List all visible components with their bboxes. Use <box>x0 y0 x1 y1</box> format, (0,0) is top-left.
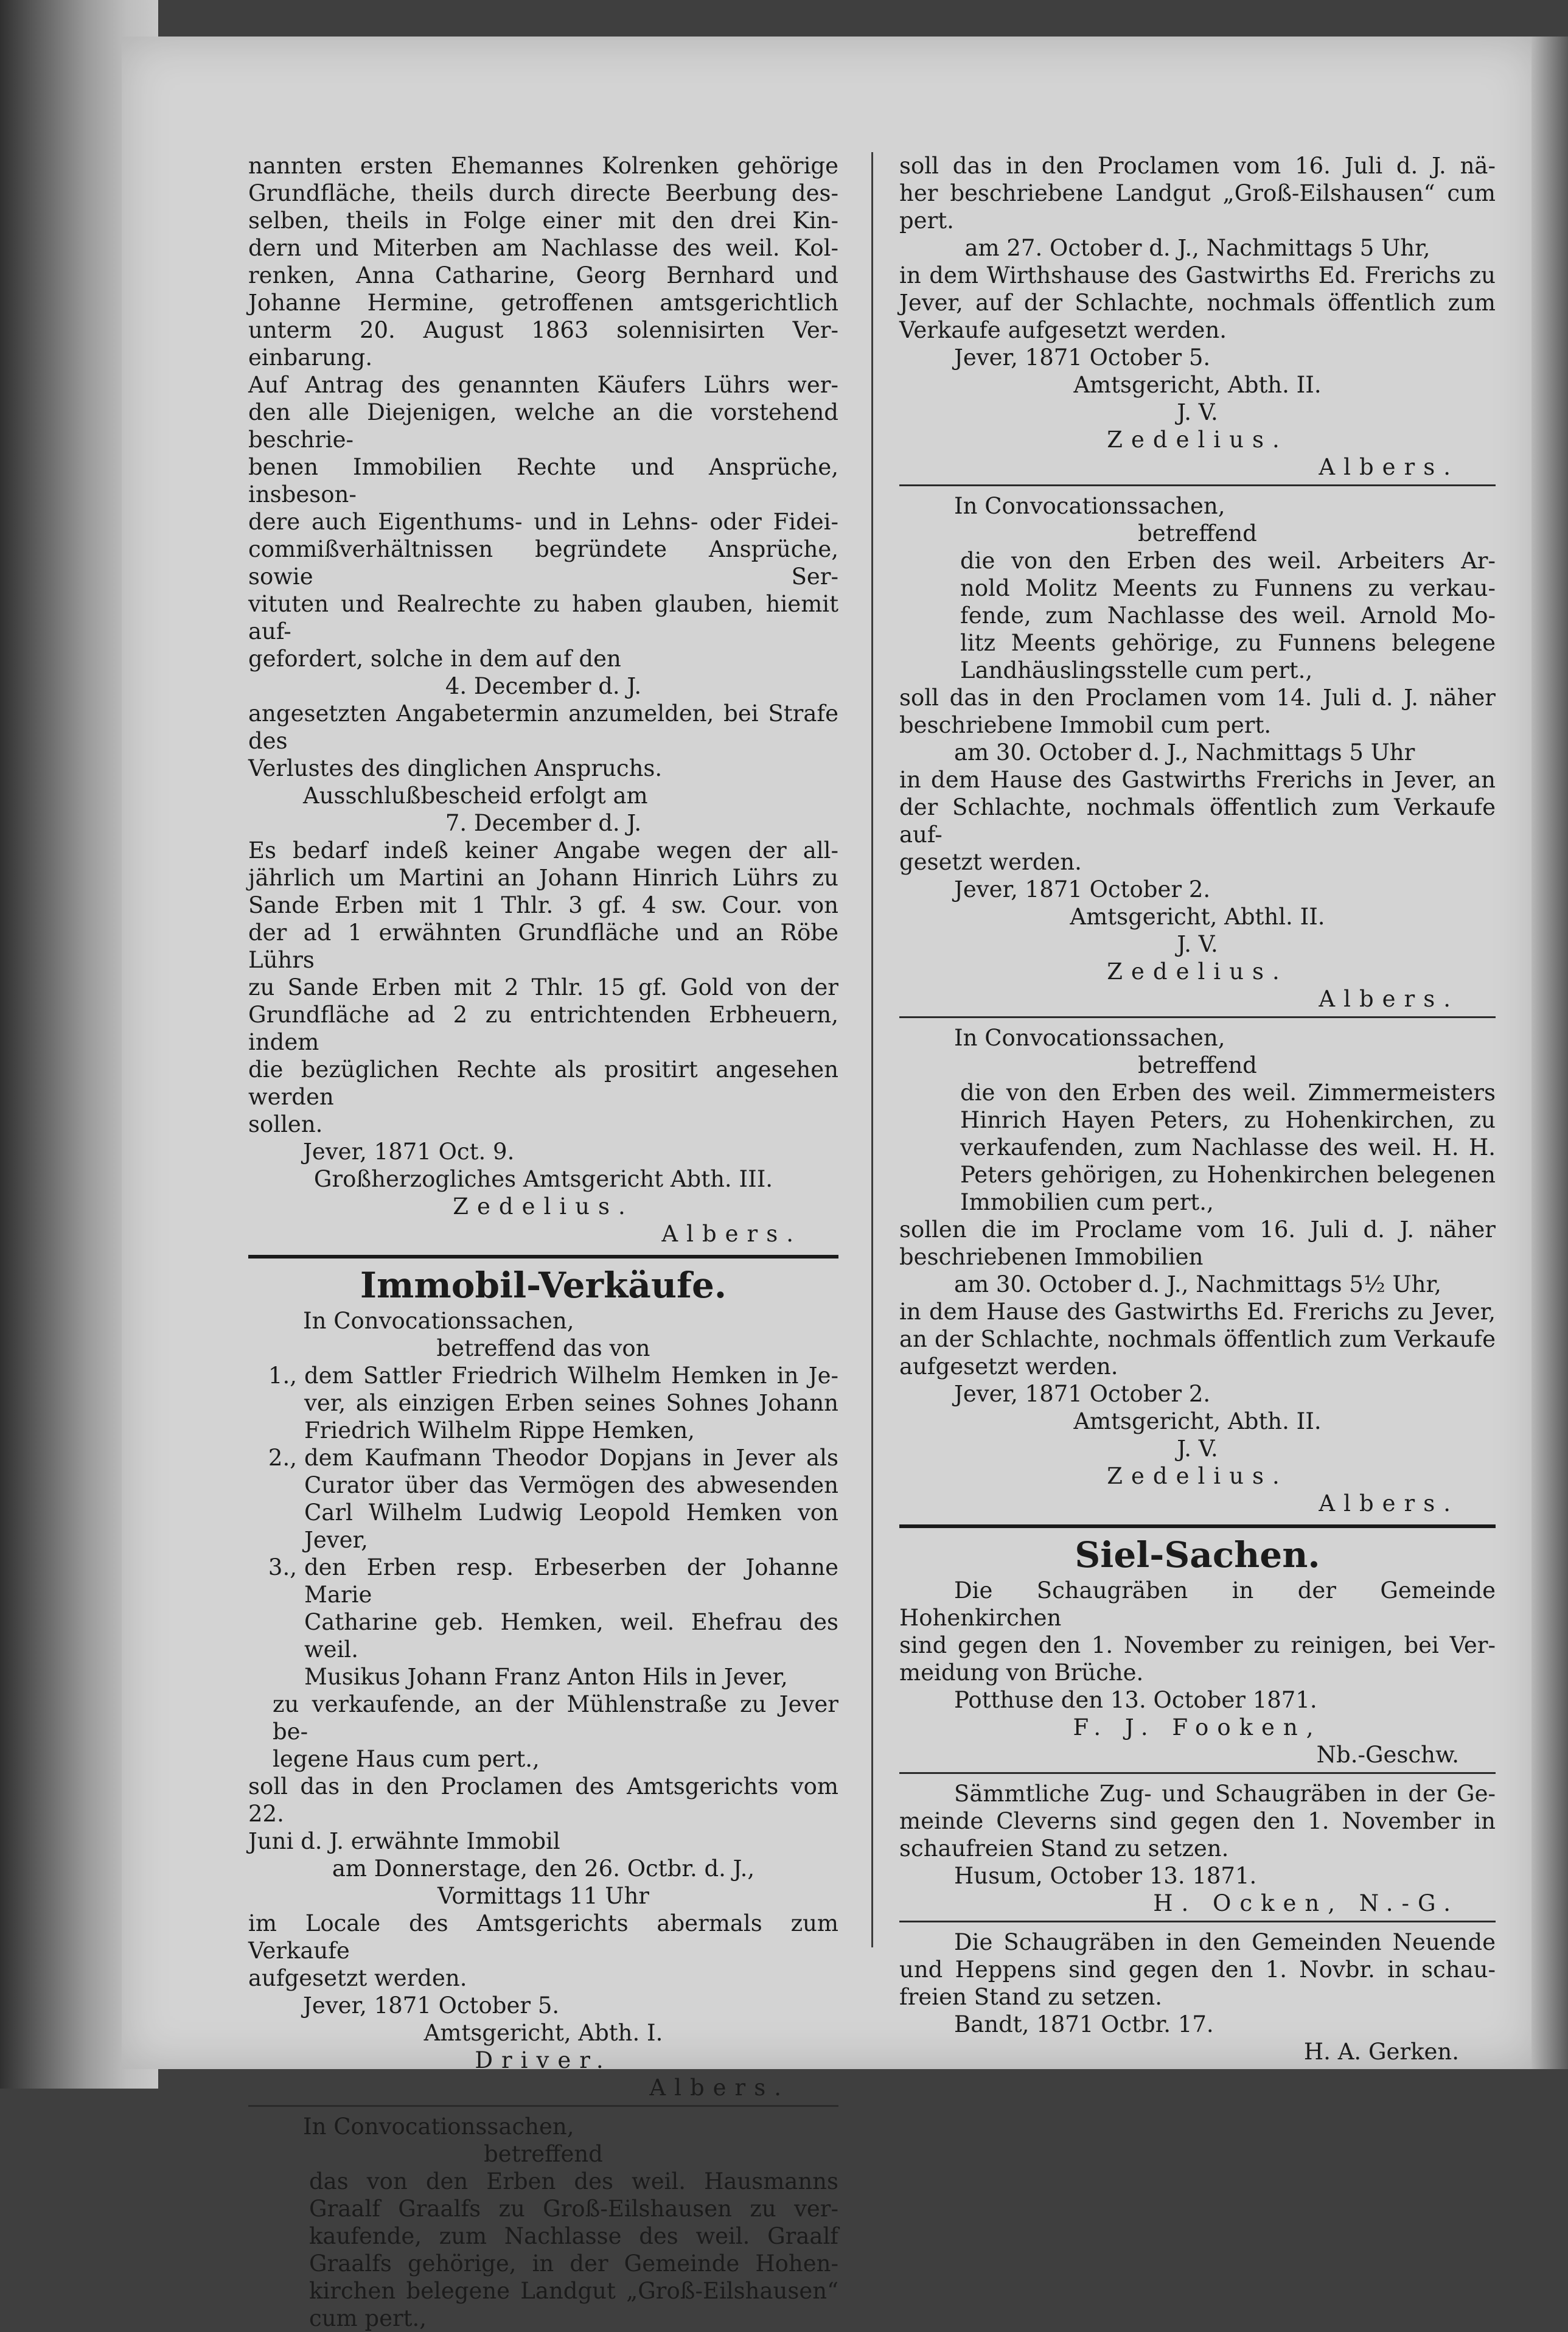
text-line: soll das in den Proclamen des Amtsgerichts vom 22. <box>248 1773 838 1827</box>
text-line: benen Immobilien Rechte und Ansprüche, insbeson- <box>248 454 838 508</box>
text-line: Landhäuslingsstelle cum pert., <box>960 657 1313 683</box>
text-line: zu verkaufende, an der Mühlenstraße zu Jever be- <box>273 1691 838 1745</box>
auction-time: Vormittags 11 Uhr <box>437 1883 649 1909</box>
text-line: beschriebenen Immobilien <box>899 1244 1204 1270</box>
text-line: betreffend das von <box>436 1335 650 1361</box>
notice-hohenkirchen <box>899 1577 1496 1768</box>
intro-paragraph <box>248 152 838 371</box>
text-line: dem Kaufmann Theodor Dopjans in Jever als <box>304 1445 838 1471</box>
place-date: Jever, 1871 October 5. <box>954 344 1211 371</box>
notice-graalfs <box>248 2113 838 2332</box>
place-date: Jever, 1871 Oct. 9. <box>303 1139 515 1165</box>
place-date: Potthuse den 13. October 1871. <box>954 1687 1317 1713</box>
text-line: Johanne Hermine, getroffenen amtsgerichtlich <box>248 290 838 316</box>
text-line: Friedrich Wilhelm Rippe Hemken, <box>304 1417 695 1444</box>
section-heading: Immobil-Verkäufe. <box>360 1265 727 1306</box>
column-divider <box>871 152 873 1947</box>
text-line: Die Schaugräben in der Gemeinde Hohenkirchen <box>899 1577 1496 1631</box>
signature: H. A. Gerken. <box>1303 2039 1459 2065</box>
text-line: her beschriebene Landgut „Groß-Eilshausen“ cum pert. <box>899 180 1496 234</box>
text-line: verkaufenden, zum Nachlasse des weil. H. H. <box>960 1134 1496 1161</box>
text-line: dem Sattler Friedrich Wilhelm Hemken in Je- <box>304 1363 838 1389</box>
antrag-paragraph <box>248 371 838 672</box>
text-line: beschriebene Immobil cum pert. <box>899 712 1272 738</box>
auction-date: am 27. October d. J., Nachmittags 5 Uhr, <box>964 235 1430 261</box>
text-line: betreffend <box>1138 1052 1257 1078</box>
text-line: die bezüglichen Rechte als prositirt angesehen werden <box>248 1056 838 1110</box>
book-gutter <box>1531 37 1568 2069</box>
place-date: Jever, 1871 October 5. <box>303 1992 560 2019</box>
text-line: Graalfs gehörige, in der Gemeinde Hohen- <box>309 2250 838 2277</box>
auction-date: am 30. October d. J., Nachmittags 5 Uhr <box>954 739 1415 766</box>
text-line: der Schlachte, nochmals öffentlich zum Verkaufe auf- <box>899 794 1496 848</box>
text-line: litz Meents gehörige, zu Funnens belegene <box>960 630 1496 656</box>
text-line: Curator über das Vermögen des abwesenden <box>304 1472 838 1498</box>
text-line: selben, theils in Folge einer mit den drei Kin- <box>248 208 838 234</box>
text-line: freien Stand zu setzen. <box>899 1984 1162 2010</box>
notice-rule <box>899 1921 1496 1922</box>
text-line: angesetzten Angabetermin anzumelden, bei Strafe des <box>248 700 838 754</box>
text-line: schaufreien Stand zu setzen. <box>899 1835 1229 1862</box>
text-line: cum pert., <box>309 2305 427 2331</box>
term-date: 4. December d. J. <box>445 673 642 699</box>
text-line: Juni d. J. erwähnte Immobil <box>248 1828 560 1854</box>
text-line: aufgesetzt werden. <box>899 1353 1118 1380</box>
court-name: Großherzogliches Amtsgericht Abth. III. <box>313 1166 773 1192</box>
text-line: gesetzt werden. <box>899 849 1082 875</box>
list-item <box>248 1554 838 1691</box>
item-number: 3., <box>268 1554 297 1580</box>
auction-date: am 30. October d. J., Nachmittags 5½ Uhr, <box>954 1271 1441 1297</box>
text-line: nannten ersten Ehemannes Kolrenken gehörige <box>248 153 838 179</box>
text-line: Catharine geb. Hemken, weil. Ehefrau des weil. <box>304 1609 838 1663</box>
text-line: commißverhältnissen begründete Ansprüche, sowie Ser- <box>248 536 838 590</box>
text-line: einbarung. <box>248 344 373 371</box>
text-line: Grundfläche ad 2 zu entrichtenden Erbheuern, indem <box>248 1002 838 1055</box>
text-line: Peters gehörigen, zu Hohenkirchen belegenen <box>960 1162 1496 1188</box>
notice-rule <box>899 1772 1496 1774</box>
text-line: sollen die im Proclame vom 16. Juli d. J. näher <box>899 1217 1496 1243</box>
text-line: betreffend <box>1138 520 1257 546</box>
text-line: sind gegen den 1. November zu reinigen, bei Ver- <box>899 1632 1496 1658</box>
text-line: renken, Anna Catharine, Georg Bernhard und <box>248 262 838 288</box>
list-item <box>248 1362 838 1444</box>
text-line: kirchen belegene Landgut „Groß-Eilshausen“ <box>309 2278 838 2304</box>
text-line: an der Schlachte, nochmals öffentlich zum Verkaufe <box>899 1326 1496 1352</box>
text-line: die von den Erben des weil. Zimmermeisters <box>960 1080 1496 1106</box>
notice-meents <box>899 492 1496 1013</box>
court-name: Amtsgericht, Abth. II. <box>1073 1408 1322 1434</box>
term-date: 7. December d. J. <box>445 810 642 836</box>
text-line: betreffend <box>484 2141 603 2167</box>
section-rule <box>899 1524 1496 1528</box>
text-line: ver, als einzigen Erben seines Sohnes Johann <box>304 1390 838 1416</box>
text-line: Sämmtliche Zug- und Schaugräben in der Ge- <box>954 1781 1496 1807</box>
court-name: Amtsgericht, Abthl. II. <box>1070 904 1325 930</box>
text-line: jährlich um Martini an Johann Hinrich Lührs zu <box>248 865 838 891</box>
signature: Albers. <box>1319 454 1459 480</box>
text-line: Hinrich Hayen Peters, zu Hohenkirchen, zu <box>960 1107 1496 1133</box>
text-line: das von den Erben des weil. Hausmanns <box>309 2168 838 2194</box>
text-line: Immobilien cum pert., <box>960 1189 1214 1215</box>
text-line: Carl Wilhelm Ludwig Leopold Hemken von <box>304 1499 838 1526</box>
text-line: den Erben resp. Erbeserben der Johanne Marie <box>304 1554 838 1608</box>
signature: Albers. <box>1319 986 1459 1012</box>
text-line: In Convocationssachen, <box>303 2114 574 2140</box>
auction-date: am Donnerstage, den 26. Octbr. d. J., <box>332 1855 755 1882</box>
text-line: unterm 20. August 1863 solennisirten Ver- <box>248 317 838 343</box>
court-name: Amtsgericht, Abth. II. <box>1073 372 1322 398</box>
place-date: Bandt, 1871 Octbr. 17. <box>954 2011 1214 2037</box>
text-line: soll das in den Proclamen vom 16. Juli d. J. nä- <box>899 153 1496 179</box>
text-line: in dem Hause des Gastwirths Frerichs in Jever, an <box>899 767 1496 793</box>
text-line: In Convocationssachen, <box>303 1308 574 1334</box>
text-line: kaufende, zum Nachlasse des weil. Graalf <box>309 2223 838 2249</box>
text-line: Ausschlußbescheid erfolgt am <box>303 783 648 809</box>
text-line: nold Molitz Meents zu Funnens zu verkau- <box>960 575 1496 601</box>
text-line: legene Haus cum pert., <box>273 1746 540 1772</box>
text-line: sollen. <box>248 1111 323 1137</box>
signature: Driver. <box>475 2047 612 2073</box>
text-line: im Locale des Amtsgerichts abermals zum Verkaufe <box>248 1910 838 1964</box>
text-line: in dem Hause des Gastwirths Ed. Frerichs zu Jever, <box>899 1299 1496 1325</box>
text-line: Graalf Graalfs zu Groß-Eilshausen zu ver- <box>309 2196 838 2222</box>
notice-clevens <box>899 1780 1496 1917</box>
text-line: Musikus Johann Franz Anton Hils in Jever, <box>304 1664 788 1690</box>
text-line: zu Sande Erben mit 2 Thlr. 15 gf. Gold von der <box>248 974 838 1000</box>
section-heading: Siel-Sachen. <box>1075 1534 1320 1576</box>
item-number: 1., <box>268 1363 297 1389</box>
item-number: 2., <box>268 1445 297 1471</box>
section-rule <box>248 1255 838 1259</box>
text-line: meidung von Brüche. <box>899 1660 1144 1686</box>
notice-rule <box>248 2105 838 2107</box>
text-line: soll das in den Proclamen vom 14. Juli d. J. näher <box>899 685 1496 711</box>
text-line: vituten und Realrechte zu haben glauben, hiemit auf- <box>248 591 838 644</box>
signature: H. Ocken, N.-G. <box>1153 1890 1459 1916</box>
text-line: Jever, <box>304 1527 368 1553</box>
signature: Zedelius. <box>1107 1463 1288 1489</box>
text-line: Sande Erben mit 1 Thlr. 3 gf. 4 sw. Cour. von <box>248 892 838 918</box>
right-column <box>899 152 1496 2065</box>
signature: Nb.-Geschw. <box>1316 1742 1459 1768</box>
court-name: Amtsgericht, Abth. I. <box>423 2020 663 2046</box>
deputy-mark: J. V. <box>1177 931 1218 957</box>
notice-graalfs-continued <box>899 152 1496 481</box>
text-line: der ad 1 erwähnten Grundfläche und an Röbe Lührs <box>248 920 838 973</box>
text-line: dere auch Eigenthums- und in Lehns- oder Fidei- <box>248 509 838 535</box>
signature: Albers. <box>649 2075 790 2101</box>
text-line: Verkaufe aufgesetzt werden. <box>899 317 1227 343</box>
notice-rule <box>899 1016 1496 1018</box>
text-line: den alle Diejenigen, welche an die vorstehend beschrie- <box>248 399 838 453</box>
text-line: Grundfläche, theils durch directe Beerbung des- <box>248 180 838 206</box>
signature: Zedelius. <box>453 1193 634 1220</box>
text-line: aufgesetzt werden. <box>248 1965 467 1991</box>
text-line: meinde Cleverns sind gegen den 1. November in <box>899 1808 1496 1834</box>
place-date: Husum, October 13. 1871. <box>954 1863 1257 1889</box>
text-line: Es bedarf indeß keiner Angabe wegen der all- <box>248 837 838 864</box>
place-date: Jever, 1871 October 2. <box>954 1381 1211 1407</box>
signature: Albers. <box>661 1221 802 1247</box>
signature: Zedelius. <box>1107 427 1288 453</box>
text-line: gefordert, solche in dem auf den <box>248 646 621 672</box>
text-line: dern und Miterben am Nachlasse des weil. Kol- <box>248 235 838 261</box>
text-line: die von den Erben des weil. Arbeiters Ar- <box>960 548 1496 574</box>
list-item <box>248 1444 838 1554</box>
deputy-mark: J. V. <box>1177 1436 1218 1462</box>
text-line: In Convocationssachen, <box>954 1025 1225 1051</box>
text-line: Die Schaugräben in den Gemeinden Neuende <box>954 1929 1496 1955</box>
deputy-mark: J. V. <box>1177 399 1218 425</box>
place-date: Jever, 1871 October 2. <box>954 876 1211 902</box>
text-line: Jever, auf der Schlachte, nochmals öffentlich zum <box>899 290 1496 316</box>
signature: F. J. Fooken, <box>1073 1714 1322 1740</box>
text-line: In Convocationssachen, <box>954 493 1225 519</box>
bedarf-paragraph <box>248 837 838 1138</box>
notice-neuende <box>899 1929 1496 2065</box>
text-line: Auf Antrag des genannten Käufers Lührs wer- <box>248 372 838 398</box>
left-column <box>248 152 838 2332</box>
text-line: Verlustes des dinglichen Anspruchs. <box>248 755 663 781</box>
signature: Albers. <box>1319 1490 1459 1517</box>
notice-rule <box>899 484 1496 486</box>
notice-peters <box>899 1024 1496 1517</box>
notice-hemken <box>248 1307 838 2101</box>
text-line: und Heppens sind gegen den 1. Novbr. in schau- <box>899 1957 1496 1983</box>
text-line: in dem Wirthshause des Gastwirths Ed. Frerichs zu <box>899 262 1496 288</box>
text-line: fende, zum Nachlasse des weil. Arnold Mo- <box>960 602 1496 629</box>
signature: Zedelius. <box>1107 958 1288 985</box>
